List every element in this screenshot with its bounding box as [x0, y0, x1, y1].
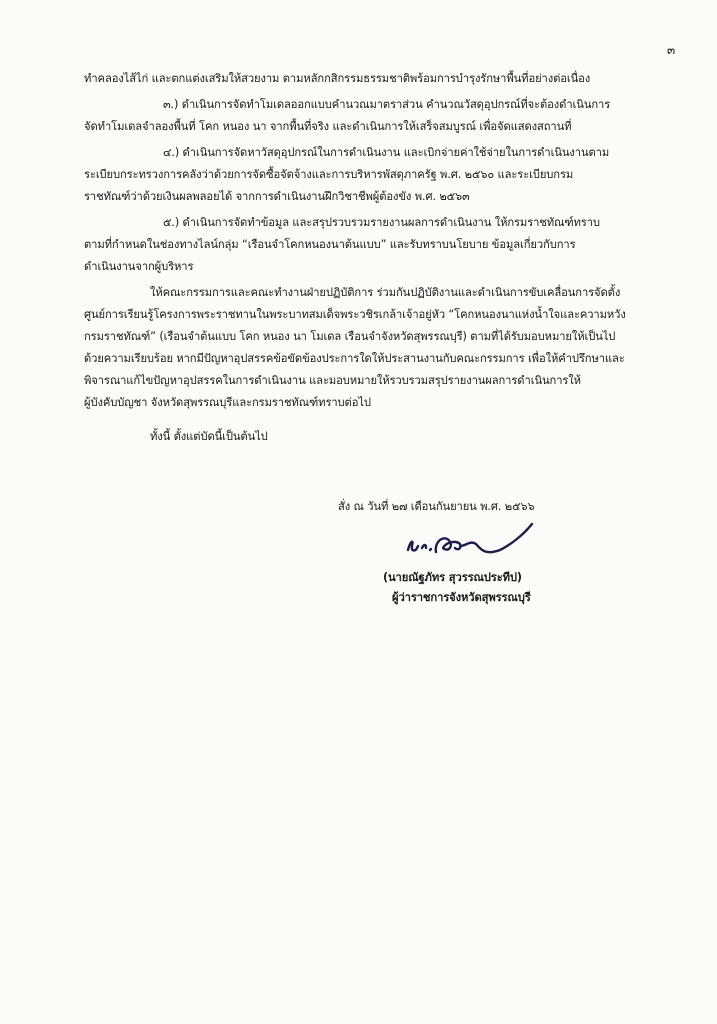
page-number: ๓: [667, 43, 676, 57]
paragraph-item-4-line: ระเบียบกระทรวงการคลังว่าด้วยการจัดซื้อจัดจ้างและการบริหารพัสดุภาครัฐ พ.ศ. ๒๕๖๐ และระเบียบกรม: [84, 168, 574, 181]
paragraph-order-line: ผู้บังคับบัญชา จังหวัดสุพรรณบุรีและกรมราชทัณฑ์ทราบต่อไป: [84, 396, 371, 409]
signer-title: ผู้ว่าราชการจังหวัดสุพรรณบุรี: [392, 591, 531, 604]
signer-name: (นายณัฐภัทร สุวรรณประทีป): [383, 571, 522, 584]
paragraph-item-4-line: ราชทัณฑ์ว่าด้วยเงินผลพลอยได้ จากการดำเนินงานฝึกวิชาชีพผู้ต้องขัง พ.ศ. ๒๕๖๓: [84, 190, 470, 203]
paragraph-item-3-line: จัดทำโมเดลจำลองพื้นที่ โคก หนอง นา จากพื้นที่จริง และดำเนินการให้เสร็จสมบูรณ์ เพื่อจัดแสดงสถานที่: [84, 120, 572, 133]
order-date-line: สั่ง ณ วันที่ ๒๗ เดือนกันยายน พ.ศ. ๒๕๖๖: [338, 500, 535, 513]
paragraph-item-3-line: ๓.) ดำเนินการจัดทำโมเดลออกแบบคำนวณมาตราส่วน คำนวณวัสดุอุปกรณ์ที่จะต้องดำเนินการ: [163, 98, 611, 111]
paragraph-line: ทำคลองไส้ไก่ และตกแต่งเสริมให้สวยงาม ตามหลักกสิกรรมธรรมชาติพร้อมการบำรุงรักษาพื้นที่อย่างต่อเนื่อง: [84, 72, 591, 85]
paragraph-order-line: พิจารณาแก้ไขปัญหาอุปสรรคในการดำเนินงาน และมอบหมายให้รวบรวมสรุปรายงานผลการดำเนินการให้: [84, 374, 581, 387]
paragraph-order-line: ให้คณะกรรมการและคณะทำงานฝ่ายปฏิบัติการ ร่วมกันปฏิบัติงานและดำเนินการขับเคลื่อนการจัดตั้ง: [150, 286, 621, 299]
paragraph-item-5-line: ตามที่กำหนดในช่องทางไลน์กลุ่ม “เรือนจำโคกหนองนาต้นแบบ” และรับทราบนโยบาย ข้อมูลเกี่ยวกับการ: [84, 238, 576, 251]
effective-statement: ทั้งนี้ ตั้งแต่บัดนี้เป็นต้นไป: [150, 430, 268, 443]
paragraph-item-5-line: ดำเนินงานจากผู้บริหาร: [84, 260, 194, 273]
paragraph-order-line: ด้วยความเรียบร้อย หากมีปัญหาอุปสรรคข้อขัดข้องประการใดให้ประสานงานกับคณะกรรมการ เพื่อให้คำปรึกษาและ: [84, 352, 625, 365]
paragraph-item-5-line: ๕.) ดำเนินการจัดทำข้อมูล และสรุปรวบรวมรายงานผลการดำเนินงาน ให้กรมราชทัณฑ์ทราบ: [163, 216, 600, 229]
paragraph-item-4-line: ๔.) ดำเนินการจัดหาวัสดุอุปกรณ์ในการดำเนินงาน และเบิกจ่ายค่าใช้จ่ายในการดำเนินงานตาม: [163, 146, 610, 159]
paragraph-order-line: ศูนย์การเรียนรู้โครงการพระราชทานในพระบาทสมเด็จพระวชิรเกล้าเจ้าอยู่หัว “โคกหนองนาแห่งน้ำใจและความหวัง: [84, 308, 626, 321]
paragraph-order-line: กรมราชทัณฑ์” (เรือนจำต้นแบบ โคก หนอง นา โมเดล เรือนจำจังหวัดสุพรรณบุรี) ตามที่ได้รับมอบหมายให้เป็นไป: [84, 330, 616, 343]
signature-image: [400, 512, 540, 564]
